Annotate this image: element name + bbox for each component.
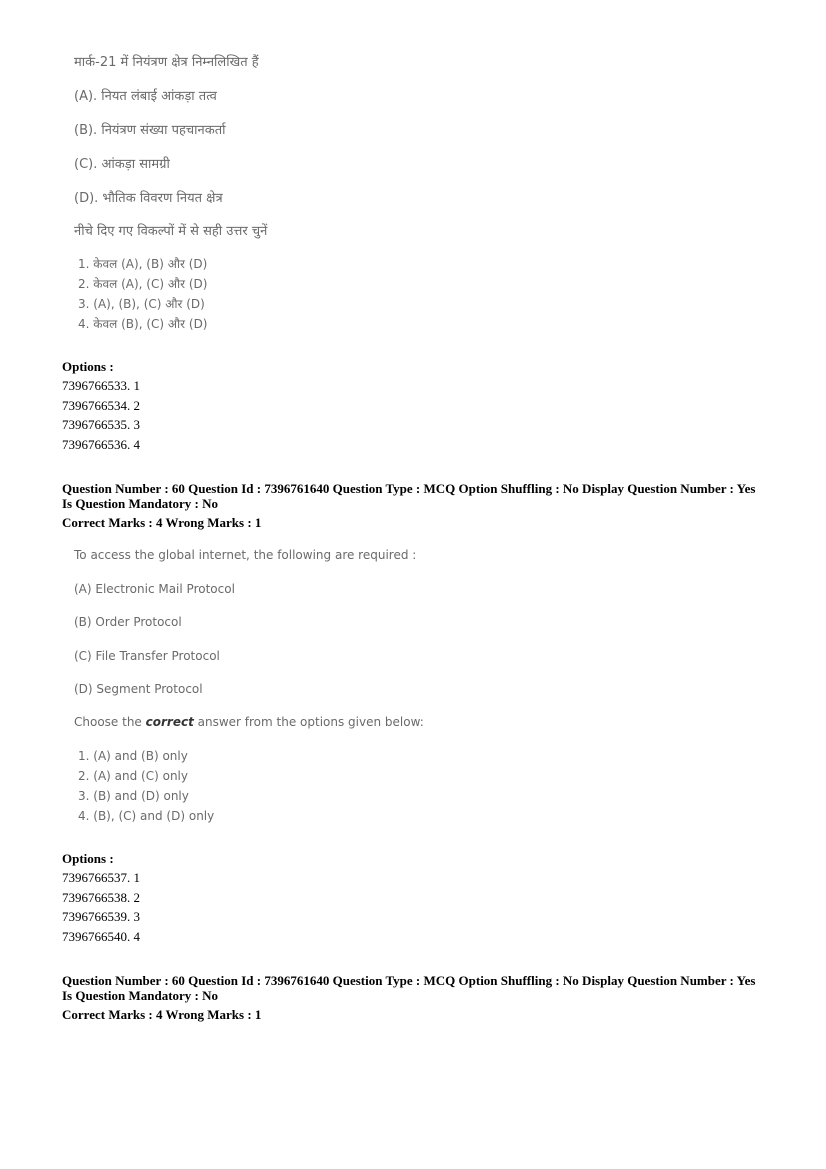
instruction-post: answer from the options given below: <box>193 715 424 729</box>
option-id-row: 7396766533. 1 <box>62 378 140 393</box>
statement-d: (D). भौतिक विवरण नियत क्षेत्र <box>74 191 223 206</box>
marks-line: Correct Marks : 4 Wrong Marks : 1 <box>62 515 262 530</box>
question-59-image <box>74 52 494 342</box>
statement-b: (B). नियंत्रण संख्या पहचानकर्ता <box>74 123 226 138</box>
mandatory-line: Is Question Mandatory : No <box>62 988 219 1003</box>
question-meta-line: Question Number : 60 Question Id : 7396761640 Question Type : MCQ Option Shuffling : No Display Question Number : Yes <box>62 481 756 496</box>
instruction-pre: Choose the <box>74 715 146 729</box>
option-id-row: 7396766540. 4 <box>62 928 140 944</box>
question-60-image <box>74 548 494 828</box>
option-id-row: 7396766539. 3 <box>62 909 140 924</box>
question-instruction: नीचे दिए गए विकल्पों में से सही उत्तर चुनें <box>74 224 268 239</box>
choice-3: 3. (B) and (D) only <box>78 789 189 803</box>
choice-1: 1. केवल (A), (B) और (D) <box>78 257 208 271</box>
choice-1: 1. (A) and (B) only <box>78 749 188 763</box>
options-list <box>62 851 140 948</box>
option-id-row: 7396766535. 3 <box>62 417 140 432</box>
option-id-row: 7396766538. 2 <box>62 889 140 905</box>
question-stem: मार्क-21 में नियंत्रण क्षेत्र निम्नलिखित हैं <box>74 55 259 70</box>
option-id-row: 7396766536. 4 <box>62 436 140 452</box>
choice-4: 4. केवल (B), (C) और (D) <box>78 317 208 331</box>
choice-3: 3. (A), (B), (C) और (D) <box>78 297 205 311</box>
statement-a: (A) Electronic Mail Protocol <box>74 582 235 596</box>
question-meta <box>62 481 755 530</box>
choice-2: 2. (A) and (C) only <box>78 769 188 783</box>
options-list <box>62 359 140 456</box>
marks-line: Correct Marks : 4 Wrong Marks : 1 <box>62 1007 262 1022</box>
option-id-row: 7396766534. 2 <box>62 397 140 413</box>
option-id-row: 7396766537. 1 <box>62 870 140 885</box>
statement-d: (D) Segment Protocol <box>74 682 203 696</box>
question-instruction <box>74 715 424 729</box>
mandatory-line: Is Question Mandatory : No <box>62 496 219 511</box>
options-label: Options : <box>62 851 114 866</box>
instruction-emphasis: correct <box>145 715 194 729</box>
question-meta <box>62 973 755 1022</box>
statement-c: (C) File Transfer Protocol <box>74 649 220 663</box>
choice-4: 4. (B), (C) and (D) only <box>78 809 215 823</box>
choice-2: 2. केवल (A), (C) और (D) <box>78 277 208 291</box>
question-stem: To access the global internet, the following are required : <box>74 548 417 562</box>
statement-a: (A). नियत लंबाई आंकड़ा तत्व <box>74 89 217 104</box>
statement-b: (B) Order Protocol <box>74 615 182 629</box>
statement-c: (C). आंकड़ा सामग्री <box>74 157 170 172</box>
question-meta-line: Question Number : 60 Question Id : 7396761640 Question Type : MCQ Option Shuffling : No Display Question Number : Yes <box>62 973 756 988</box>
options-label: Options : <box>62 359 114 374</box>
